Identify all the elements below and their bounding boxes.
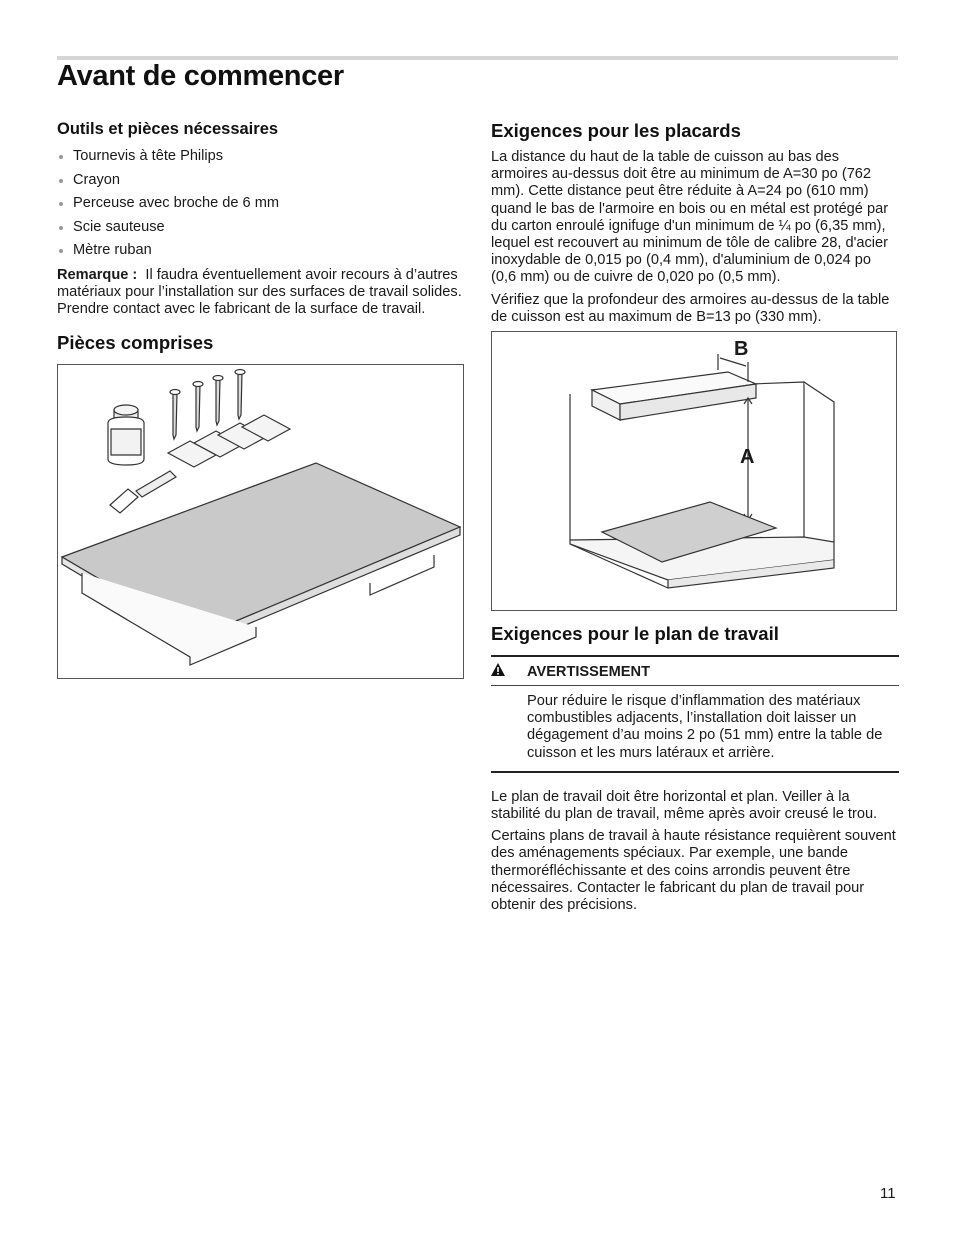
warning-label: AVERTISSEMENT <box>527 663 650 680</box>
list-item: Crayon <box>57 172 467 196</box>
warning-box <box>491 655 899 773</box>
scraper-icon <box>110 471 176 513</box>
page-number: 11 <box>880 1185 896 1202</box>
left-column <box>57 120 467 679</box>
cooktop-icon <box>62 463 460 665</box>
list-item: Scie sauteuse <box>57 219 467 243</box>
cooktop-parts-illustration <box>58 365 463 678</box>
brackets-icon <box>168 415 290 467</box>
parts-heading: Pièces comprises <box>57 332 214 354</box>
right-column <box>491 120 899 914</box>
label-b: B <box>734 338 749 361</box>
cabinet-clearance-figure <box>491 331 897 611</box>
warning-text: Pour réduire le risque d’inflammation des matériaux combustibles adjacents, l’installation doit laisser un dégagement d’au moins 2 po (51 mm) entre la table de cuisson et les murs latéraux et arrière. <box>527 693 883 761</box>
cabinets-paragraph-1: La distance du haut de la table de cuisson au bas des armoires au-dessus doit être au minimum de A=30 po (762 mm). Cette distance peut être réduite à A=24 po (610 mm) quand le bas de l'armoire en bois ou en métal est protégé par du carton enroulé ignifuge d'un minimum de ¼ po (6,35 mm), lequel est recouvert au minimum de tôle de calibre 28, d'acier inoxydable de 0,015 po (0,4 mm), d'aluminium de 0,024 po (0,6 mm) ou de cuivre de 0,020 po (0,5 mm). <box>491 149 889 286</box>
cabinets-heading: Exigences pour les placards <box>491 120 741 141</box>
warning-header <box>491 663 899 686</box>
remark-text: Il faudra éventuellement avoir recours à d’autres matériaux pour l’installation sur des surfaces de travail solides. Prendre contact avec le fabricant de la surface de travail. <box>57 266 462 317</box>
list-item: Perceuse avec broche de 6 mm <box>57 195 467 219</box>
countertop-heading: Exigences pour le plan de travail <box>491 623 779 645</box>
list-item: Mètre ruban <box>57 242 467 266</box>
cabinet-diagram <box>492 332 896 610</box>
list-item: Tournevis à tête Philips <box>57 148 467 172</box>
cabinets-paragraph-2: Vérifiez que la profondeur des armoires au-dessus de la table de cuisson est au maximum de B=13 po (330 mm). <box>491 291 890 325</box>
bottle-icon <box>108 405 144 465</box>
tools-heading: Outils et pièces nécessaires <box>57 120 279 138</box>
remark-paragraph <box>57 267 467 319</box>
page-title: Avant de commencer <box>57 60 344 92</box>
warning-triangle-icon <box>491 663 527 680</box>
tools-list <box>57 148 467 266</box>
remark-label: Remarque : <box>57 266 138 283</box>
label-a: A <box>740 446 755 469</box>
countertop-paragraph-2: Certains plans de travail à haute résistance requièrent souvent des aménagements spéciaux. Par exemple, une bande thermoréfléchissante et des coins arrondis peuvent être nécessaires. Contacter le fabricant du plan de travail pour obtenir des précisions. <box>491 828 896 914</box>
countertop-paragraph-1: Le plan de travail doit être horizontal et plan. Veiller à la stabilité du plan de travail, même après avoir creusé le trou. <box>491 788 878 823</box>
parts-figure <box>57 364 464 679</box>
